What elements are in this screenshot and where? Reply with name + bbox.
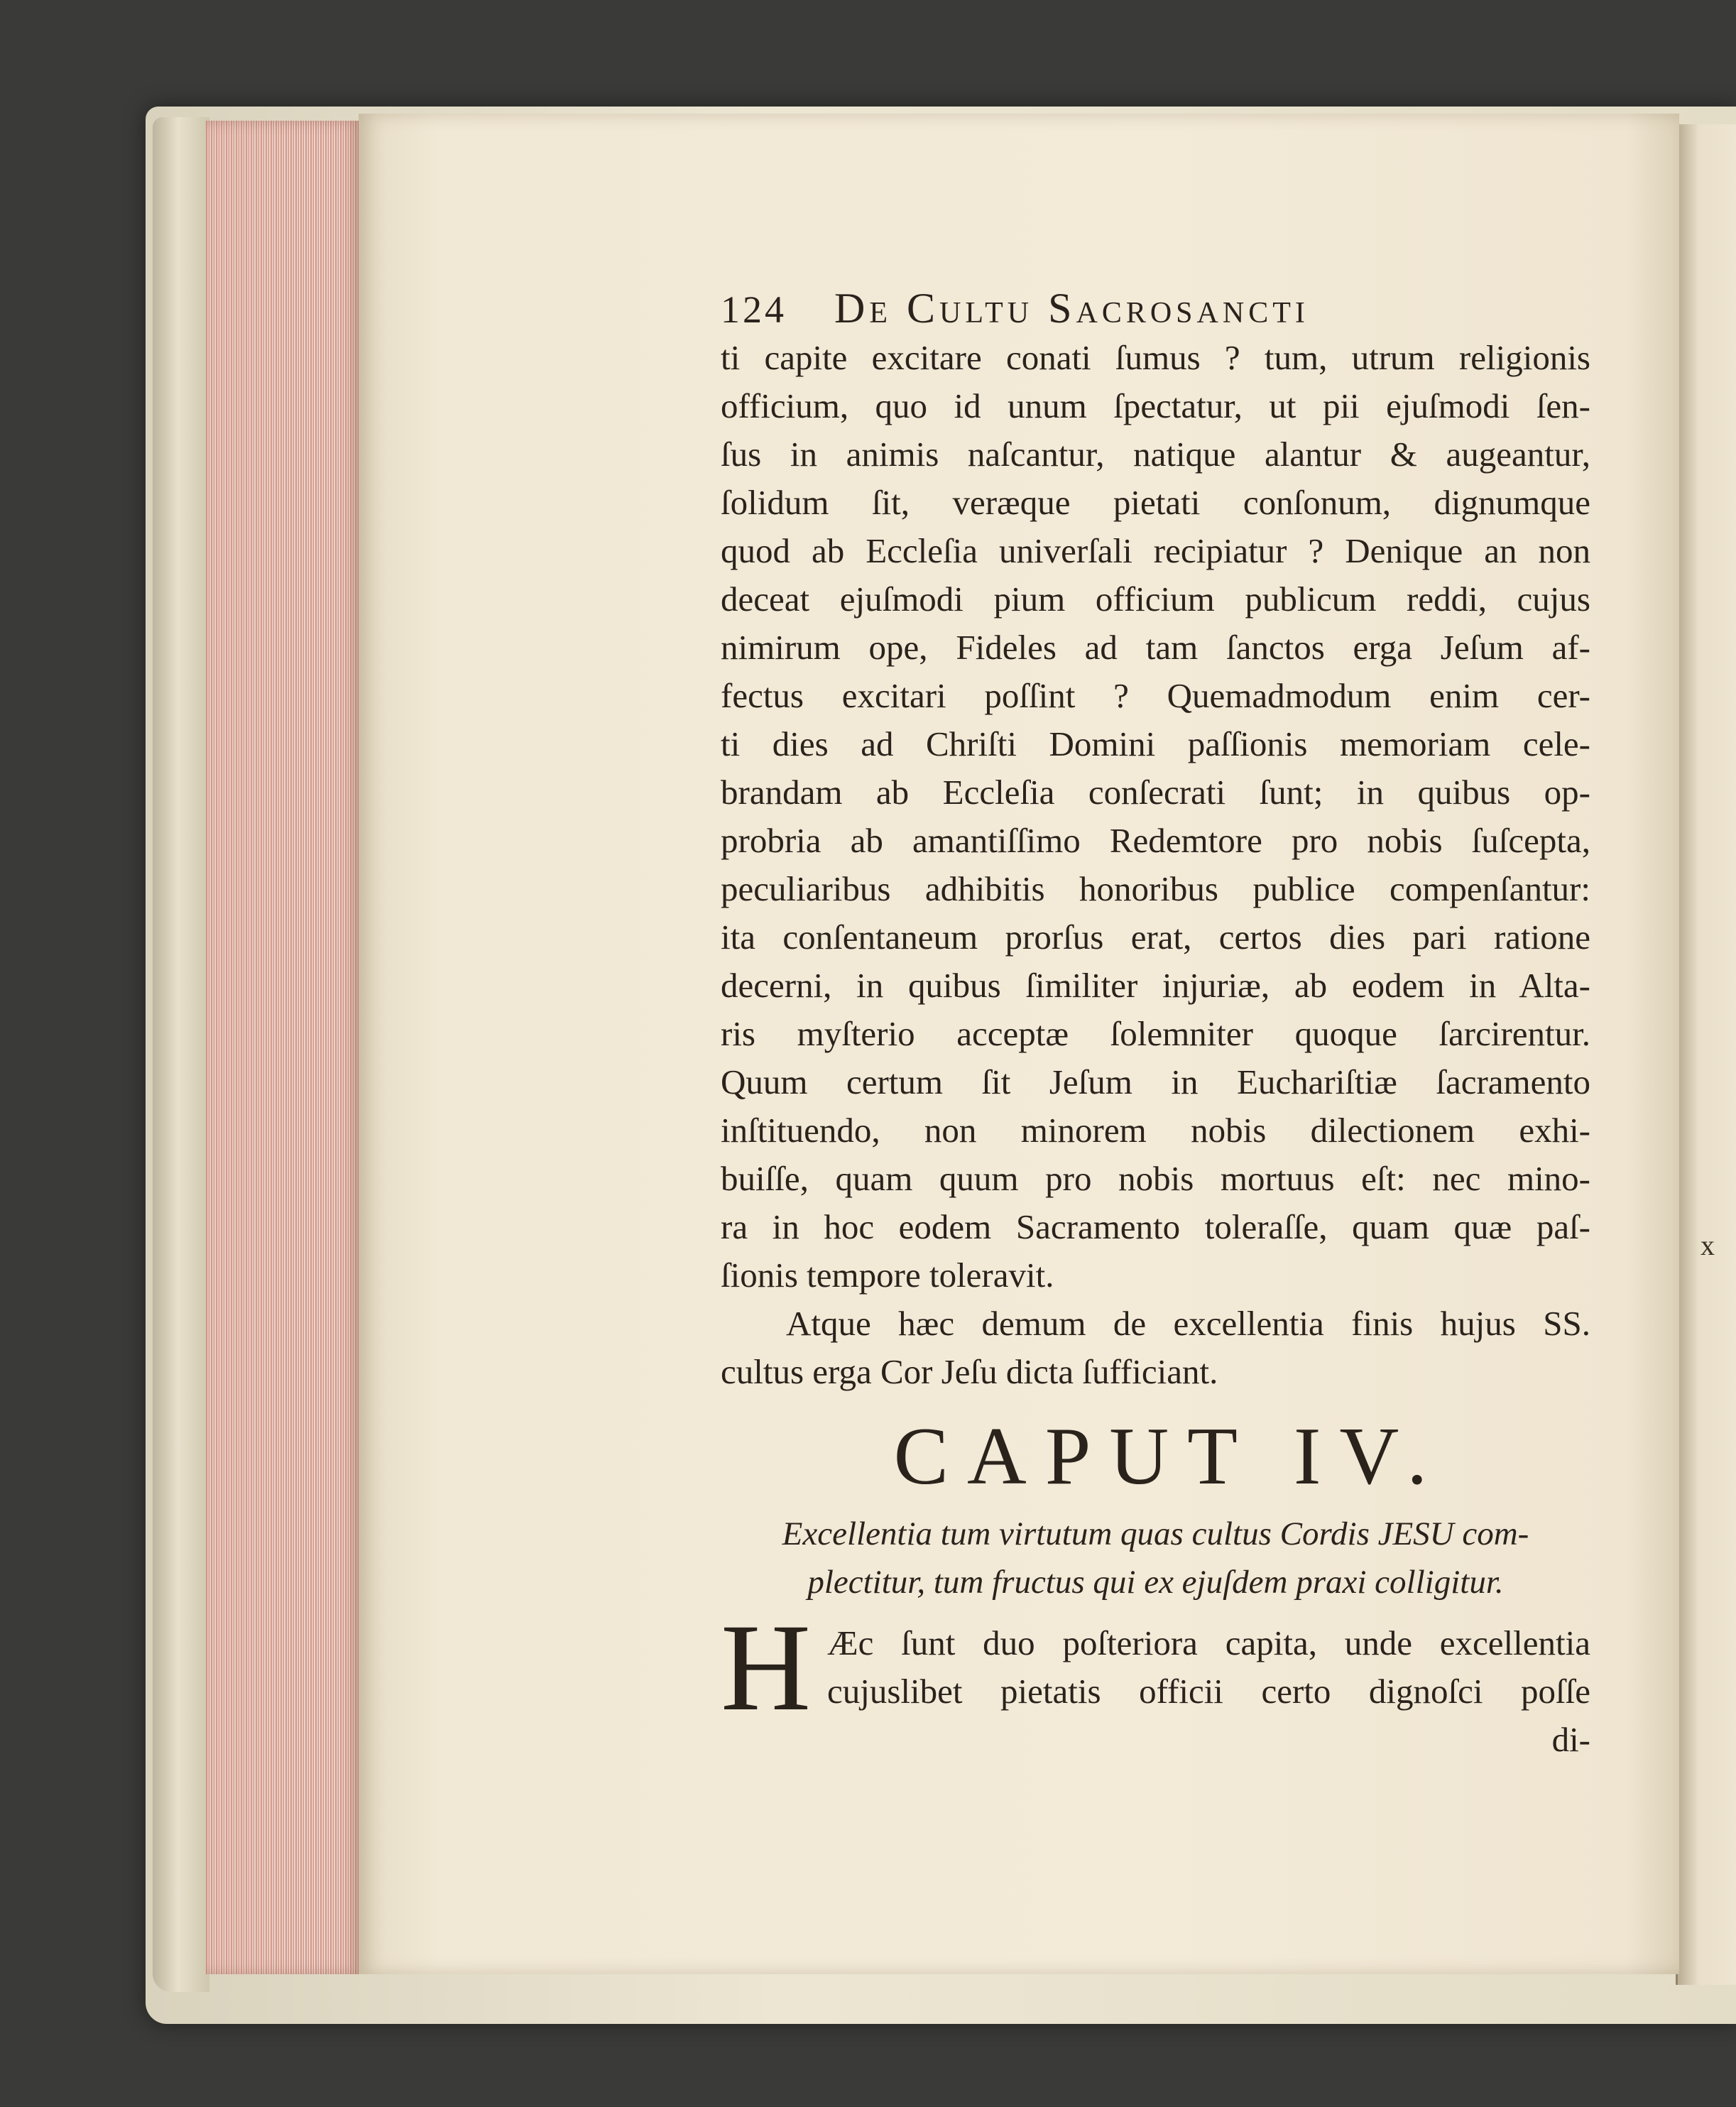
body-line: ris myſterio acceptæ ſolemniter quoque ſarcirentur.: [721, 1014, 1590, 1053]
body-line: ſolidum ſit, veræque pietati conſonum, dignumque: [721, 483, 1590, 522]
closing-line: Atque hæc demum de excellentia finis hujus SS.: [786, 1304, 1590, 1343]
body-line: quod ab Eccleſia univerſali recipiatur ? Denique an non: [721, 531, 1590, 570]
closing-paragraph: [721, 1300, 1590, 1396]
chapter-subtitle: [721, 1510, 1590, 1606]
catchword: di-: [1551, 1720, 1590, 1759]
chapter-subtitle-line: Excellentia tum virtutum quas cultus Cordis JESU com-: [782, 1515, 1529, 1552]
body-line: ita conſentaneum prorſus erat, certos dies pari ratione: [721, 918, 1590, 957]
running-head: [721, 284, 1590, 334]
body-line: inſtituendo, non minorem nobis dilectionem exhi-: [721, 1111, 1590, 1150]
body-line: decerni, in quibus ſimiliter injuriæ, ab eodem in Alta-: [721, 966, 1590, 1005]
body-line: deceat ejuſmodi pium officium publicum reddi, cujus: [721, 579, 1590, 619]
red-page-edges: [206, 121, 361, 1974]
body-line: ſionis tempore toleravit.: [721, 1256, 1054, 1295]
body-line: ſus in animis naſcantur, natique alantur & augeantur,: [721, 435, 1590, 474]
page-number: 124: [721, 288, 787, 331]
body-line: buiſſe, quam quum pro nobis mortuus eſt: nec mino-: [721, 1159, 1590, 1198]
body-line: Quum certum ſit Jeſum in Euchariſtiæ ſacramento: [721, 1062, 1590, 1101]
chapter-heading: CAPUT IV.: [893, 1411, 1446, 1502]
closing-line: cultus erga Cor Jeſu dicta ſufficiant.: [721, 1352, 1218, 1391]
opening-line: Æc ſunt duo poſteriora capita, unde excellentia: [827, 1623, 1590, 1662]
facing-page-mark: x: [1700, 1229, 1715, 1261]
body-line: ra in hoc eodem Sacramento toleraſſe, quam quæ paſ-: [721, 1207, 1590, 1246]
chapter-subtitle-line: plectitur, tum fructus qui ex ejuſdem praxi colligitur.: [807, 1564, 1504, 1601]
body-line: peculiaribus adhibitis honoribus publice compenſantur:: [721, 869, 1590, 908]
running-title: De Cultu Sacrosancti: [834, 285, 1309, 332]
body-paragraph: [721, 334, 1590, 1300]
opening-line: cujuslibet pietatis officii certo dignoſci poſſe: [827, 1672, 1590, 1711]
facing-page: [1676, 124, 1736, 1985]
body-line: nimirum ope, Fideles ad tam ſanctos erga Jeſum af-: [721, 628, 1590, 667]
opening-paragraph: [721, 1599, 1590, 1737]
text-block: [721, 284, 1590, 1764]
body-line: officium, quo id unum ſpectatur, ut pii ejuſmodi ſen-: [721, 386, 1590, 425]
body-line: fectus excitari poſſint ? Quemadmodum enim cer-: [721, 676, 1590, 715]
body-line: probria ab amantiſſimo Redemtore pro nobis ſuſcepta,: [721, 821, 1590, 860]
vellum-cover-edge: [153, 117, 209, 1992]
body-line: brandam ab Eccleſia conſecrati ſunt; in quibus op-: [721, 773, 1590, 812]
body-line: ti dies ad Chriſti Domini paſſionis memoriam cele-: [721, 724, 1590, 763]
drop-cap: H: [721, 1599, 812, 1737]
body-line: ti capite excitare conati ſumus ? tum, utrum religionis: [721, 338, 1590, 377]
